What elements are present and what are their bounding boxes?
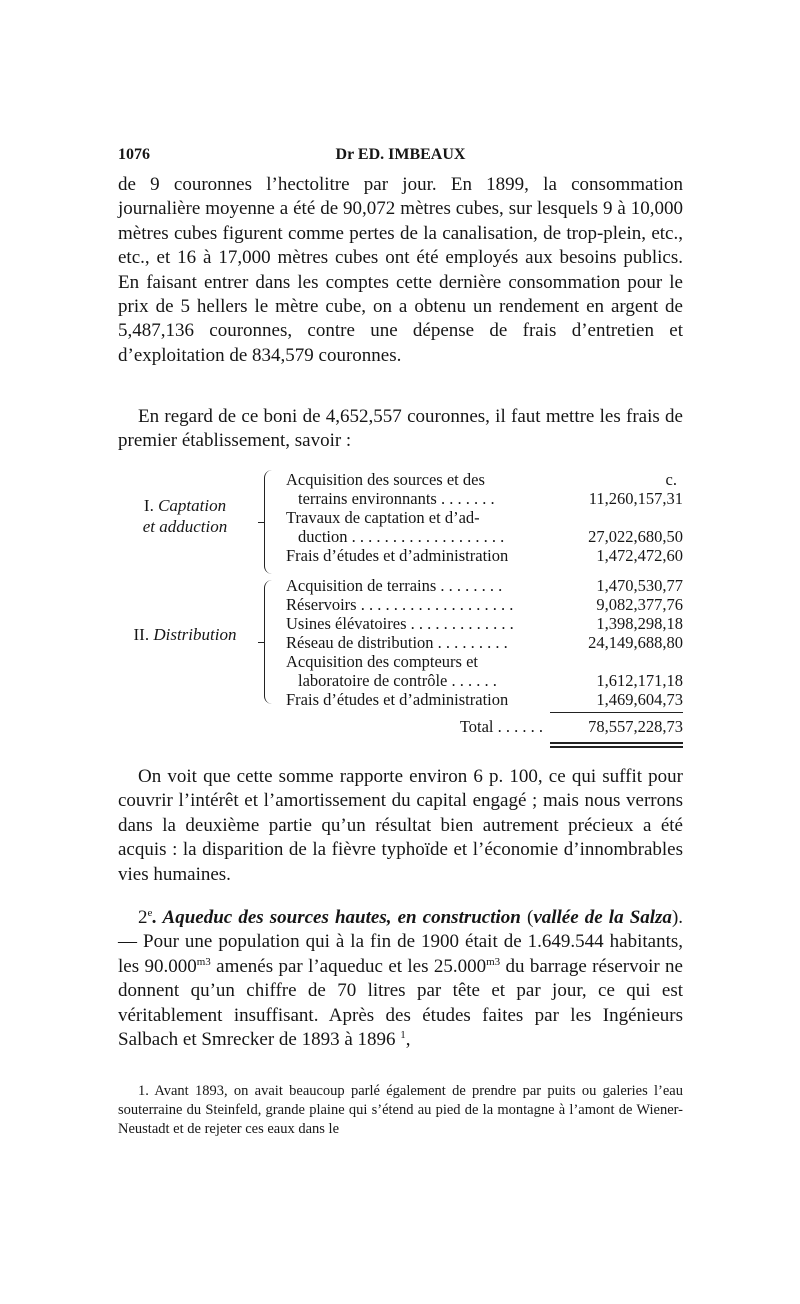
running-header — [118, 146, 683, 168]
group-label-number: I. — [143, 496, 154, 515]
section-title: . Aqueduc des sources hautes, en construction — [152, 907, 521, 928]
row-label: Réseau de distribution . . . . . . . . . — [286, 633, 508, 652]
row-label-continued: duction . . . . . . . . . . . . . . . . . . . — [298, 527, 505, 546]
table-row — [286, 508, 683, 527]
table-row — [286, 546, 683, 565]
table-row — [286, 614, 683, 633]
footnote — [118, 1082, 683, 1139]
total-label: Total . . . . . . — [459, 717, 543, 736]
row-amount: 1,470,530,77 — [596, 576, 683, 595]
row-label: Acquisition des compteurs et — [286, 652, 479, 671]
footnote-number: 1. — [138, 1083, 149, 1099]
total-double-rule-bottom — [550, 746, 683, 748]
group-label-captation — [118, 495, 252, 537]
group-label-word: Distribution — [153, 625, 237, 644]
group-label-number: II. — [133, 625, 150, 644]
page-number: 1076 — [118, 146, 150, 163]
book-page — [118, 0, 683, 1304]
row-label: Usines élévatoires . . . . . . . . . . . . . — [286, 614, 514, 633]
paren-open: ( — [520, 907, 534, 928]
paragraph-aqueduct-salza — [118, 906, 683, 1052]
unit-superscript: m3 — [486, 955, 501, 968]
total-amount: 78,557,228,73 — [588, 717, 683, 736]
paragraph-return-on-capital: On voit que cette somme rapporte environ 6 p. 100, ce qui suffit pour couvrir l’intérêt et l’amortissement du capital engagé ; mais nous verrons dans la deuxième partie qu’un résultat bien autrement précieux a été acquis : la disparition de la fièvre typhoïde et l’économie d’innombrables vies humaines. — [118, 766, 683, 885]
row-label-continued: terrains environnants . . . . . . . — [298, 489, 495, 508]
row-amount: 1,612,171,18 — [596, 671, 683, 690]
row-label: Acquisition des sources et des — [286, 470, 485, 489]
row-label: Frais d’études et d’administration — [286, 546, 509, 565]
section-body: du barrage réservoir ne donnent qu’un chiffre de 70 litres par tête et par jour, ce qui est véritablement insuffisant. Après des études faites par les Ingénieurs Salbach et Smrecker de 1893 à 1896 — [118, 955, 683, 1051]
total-double-rule-top — [550, 742, 683, 744]
table-row — [286, 489, 683, 508]
total-row — [286, 717, 683, 737]
row-label: Réservoirs . . . . . . . . . . . . . . . . . . . — [286, 595, 514, 614]
row-label: Acquisition de terrains . . . . . . . . — [286, 576, 503, 595]
section-body: amenés par l’aqueduc et les 25.000 — [210, 955, 487, 977]
row-amount: 27,022,680,50 — [588, 527, 683, 546]
section-body-end: , — [405, 1029, 411, 1051]
group-label-word: Captation — [158, 496, 227, 515]
row-amount: 1,472,472,60 — [596, 546, 683, 565]
table-row — [286, 576, 683, 595]
row-amount: 9,082,377,76 — [596, 595, 683, 614]
paragraph-costs-intro: En regard de ce boni de 4,652,557 couronnes, il faut mettre les frais de premier établissement, savoir : — [118, 406, 683, 452]
section-number: 2 — [138, 907, 148, 928]
unit-superscript: m3 — [196, 955, 211, 968]
row-amount: 1,469,604,73 — [596, 690, 683, 709]
section-body: — Pour une population qui à la fin de 1900 était de 1.649.544 habitants, les 90.000 — [118, 931, 683, 977]
table-row — [286, 671, 683, 690]
table-row — [286, 652, 683, 671]
section-title-paren: vallée de la Salza — [533, 907, 672, 928]
table-row — [286, 470, 683, 489]
row-amount: 1,398,298,18 — [596, 614, 683, 633]
brace-group-2 — [264, 580, 275, 704]
row-amount: 24,149,688,80 — [588, 633, 683, 652]
table-row — [286, 690, 683, 709]
row-label: Frais d’études et d’administration — [286, 690, 509, 709]
table-row — [286, 595, 683, 614]
table-row — [286, 633, 683, 652]
running-head-author: Dr ED. IMBEAUX — [335, 146, 466, 163]
currency-header: c. — [665, 470, 677, 489]
cost-table — [118, 466, 683, 766]
footnote-reference: 1 — [400, 1029, 406, 1042]
group-label-word: et adduction — [142, 517, 228, 536]
paragraph-consumption: de 9 couronnes l’hectolitre par jour. En 1899, la consommation journalière moyenne a été de 90,072 mètres cubes, sur lesquels 9 à 10,000 mètres cubes figurent comme pertes de la canalisation, de trop-plein, etc., etc., et 16 à 17,000 mètres cubes ont été employés aux besoins publics. En faisant entrer dans les comptes cette dernière consommation pour le prix de 5 hellers le mètre cube, on a obtenu un rendement en argent de 5,487,136 couronnes, contre une dépense de frais d’entretien et d’exploitation de 834,579 couronnes. — [118, 174, 683, 366]
footnote-text: Avant 1893, on avait beaucoup parlé également de prendre par puits ou galeries l’eau souterraine du Steinfeld, grande plaine qui s’étend au pied de la montagne à l’amont de Wiener-Neustadt et de rejeter ces eaux dans le — [118, 1083, 683, 1137]
brace-group-1 — [264, 470, 275, 574]
table-row — [286, 527, 683, 546]
paren-close: ). — [671, 907, 684, 928]
row-label: Travaux de captation et d’ad- — [286, 508, 480, 527]
row-label-continued: laboratoire de contrôle . . . . . . — [298, 671, 497, 690]
row-amount: 11,260,157,31 — [588, 489, 683, 508]
sum-rule — [550, 712, 683, 713]
group-label-distribution — [118, 624, 252, 645]
ordinal-suffix: e — [147, 907, 153, 919]
